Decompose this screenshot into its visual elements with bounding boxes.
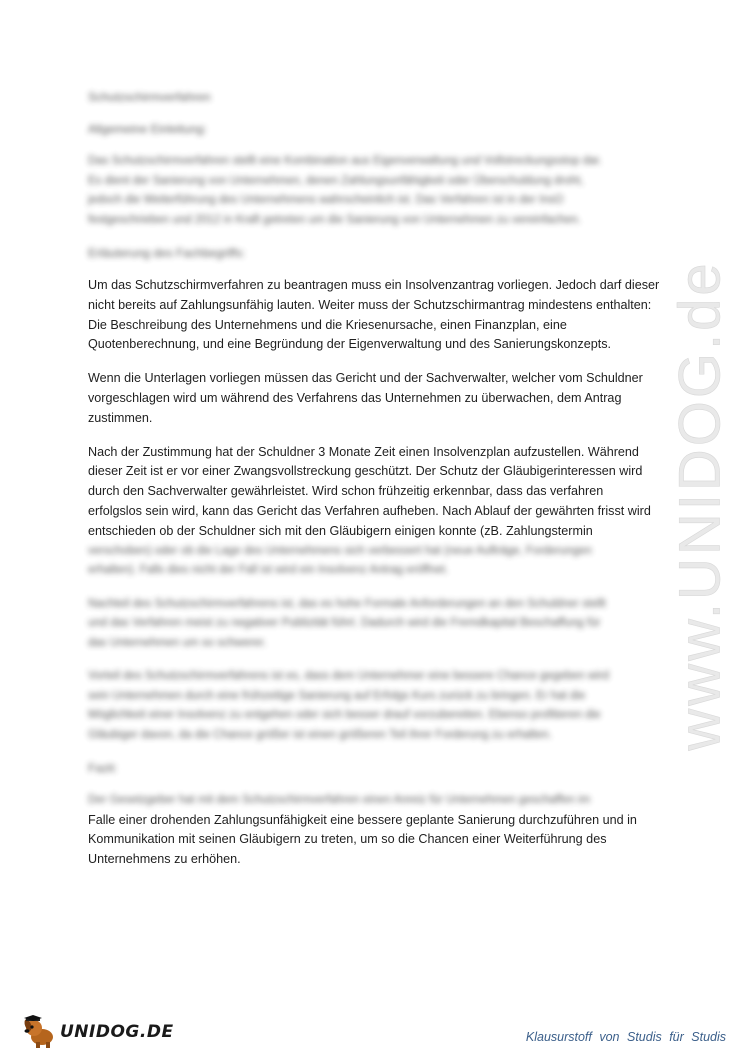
text-line: verschoben) oder ob die Lage des Unternehmens sich verbessert hat (neue Aufträge, Forderungen — [88, 544, 592, 557]
text-line: Gläubiger davon, da die Chance größer ist einen größeren Teil ihrer Forderung zu erhalten. — [88, 728, 552, 741]
paragraph-approval — [88, 369, 663, 428]
intro-heading: Allgemeine Einleitung: — [88, 122, 207, 136]
text-line: Nach der Zustimmung hat der Schuldner 3 Monate Zeit einen Insolvenzplan aufzustellen. Während — [88, 444, 639, 459]
paragraph-requirements — [88, 276, 663, 355]
text-line: nicht bereits auf Zahlungsunfähig lauten. Weiter muss der Schutzschirmantrag mindestens enthalten: — [88, 297, 652, 312]
text-line: Die Beschreibung des Unternehmens und die Kriesenursache, einen Finanzplan, eine — [88, 317, 567, 332]
text-line: Quotenberechnung, und eine Begründung der Eigenverwaltung und des Sanierungskonzepts. — [88, 337, 612, 352]
text-line: erhalten). Falls dies nicht der Fall ist wird ein Insolvenz Antrag eröffnet. — [88, 564, 449, 577]
text-line: Vorteil des Schutzschirmverfahrens ist es, dass dem Unternehmer eine bessere Chance gegeben wird — [88, 670, 609, 683]
text-line: zustimmen. — [88, 410, 153, 425]
text-line: Nachteil des Schutzschirmverfahrens ist, das es hohe Formale Anforderungen an den Schuldner stellt — [88, 597, 606, 610]
fazit-blurred-line — [88, 791, 663, 811]
paragraph-disadvantage — [88, 595, 663, 654]
text-line: sein Unternehmen durch eine frühzeitige Sanierung auf Erfolgs Kurs zurück zu bringen. Er hat die — [88, 689, 586, 702]
intro-paragraph — [88, 152, 663, 230]
text-line: durch den Sachverwalter gewährleistet. Wird schon frühzeitig erkennbar, dass das verfahren — [88, 484, 604, 499]
text-line: erfolgslos sein wird, kann das Gericht das Verfahren aufheben. Nach Ablauf der gewährten frisst wird — [88, 503, 651, 518]
dog-icon — [22, 1015, 58, 1049]
text-line: vorgeschlagen wird um während des Verfahrens das Unternehmen zu überwachen, dem Antrag — [88, 390, 622, 405]
explain-heading: Erläuterung des Fachbegriffs: — [88, 246, 246, 260]
paragraph-conclusion — [88, 811, 663, 870]
text-line: Möglichkeit einer Insolvenz zu entgehen oder sich besser drauf vorzubereiten. Ebenso profitieren die — [88, 709, 601, 722]
text-line: jedoch die Weiterführung des Unternehmens wahrscheinlich ist. Das Verfahren ist in der InsO — [88, 194, 564, 206]
text-line: Wenn die Unterlagen vorliegen müssen das Gericht und der Sachverwalter, welcher vom Schuldner — [88, 371, 643, 386]
unidog-logo[interactable] — [22, 1014, 174, 1050]
logo-text: UNIDOG.DE — [60, 1022, 174, 1042]
document-title: Schutzschirmverfahren — [88, 90, 211, 104]
text-line: entschieden ob der Schuldner sich mit den Gläubigern einigen konnte (zB. Zahlungstermin — [88, 523, 593, 538]
text-line: Unternehmens zu erhöhen. — [88, 852, 241, 867]
text-line: das Unternehmen um so schwerer. — [88, 636, 267, 649]
text-line: und das Verfahren meist zu negativer Publizität führt. Dadurch wird die Fremdkapital Beschaffung für — [88, 617, 601, 630]
text-line: Um das Schutzschirmverfahren zu beantragen muss ein Insolvenzantrag vorliegen. Jedoch darf dieser — [88, 278, 660, 292]
text-line: Falle einer drohenden Zahlungsunfähigkeit eine bessere geplante Sanierung durchzuführen und in — [88, 812, 637, 827]
text-line: festgeschrieben und 2012 in Kraft getreten um die Sanierung von Unternehmen zu vereinfachen. — [88, 213, 581, 226]
footer-tagline: Klausurstoff von Studis für Studis — [525, 1030, 726, 1044]
paragraph-procedure-blurred — [88, 542, 663, 581]
text-line: dieser Zeit ist er vor einer Zwangsvollstreckung geschützt. Der Schutz der Gläubigerinteressen wird — [88, 464, 643, 479]
text-line: Das Schutzschirmverfahren stellt eine Kombination aus Eigenverwaltung und Vollstreckungsstop dar. — [88, 155, 602, 167]
text-line: Der Gesetzgeber hat mit dem Schutzschirmverfahren einen Anreiz für Unternehmen geschaffen im — [88, 794, 591, 807]
paragraph-advantage — [88, 667, 663, 745]
paragraph-procedure — [88, 443, 663, 542]
fazit-heading: Fazit: — [88, 761, 118, 776]
document-page — [88, 88, 663, 884]
watermark-text: www.UNIDOG.de — [667, 259, 733, 751]
text-line: Kommunikation mit seinen Gläubigern zu treten, um so die Chancen einer Weiterführung des — [88, 832, 607, 847]
text-line: Es dient der Sanierung von Unternehmen, denen Zahlungsunfähigkeit oder Überschuldung droht, — [88, 174, 584, 187]
